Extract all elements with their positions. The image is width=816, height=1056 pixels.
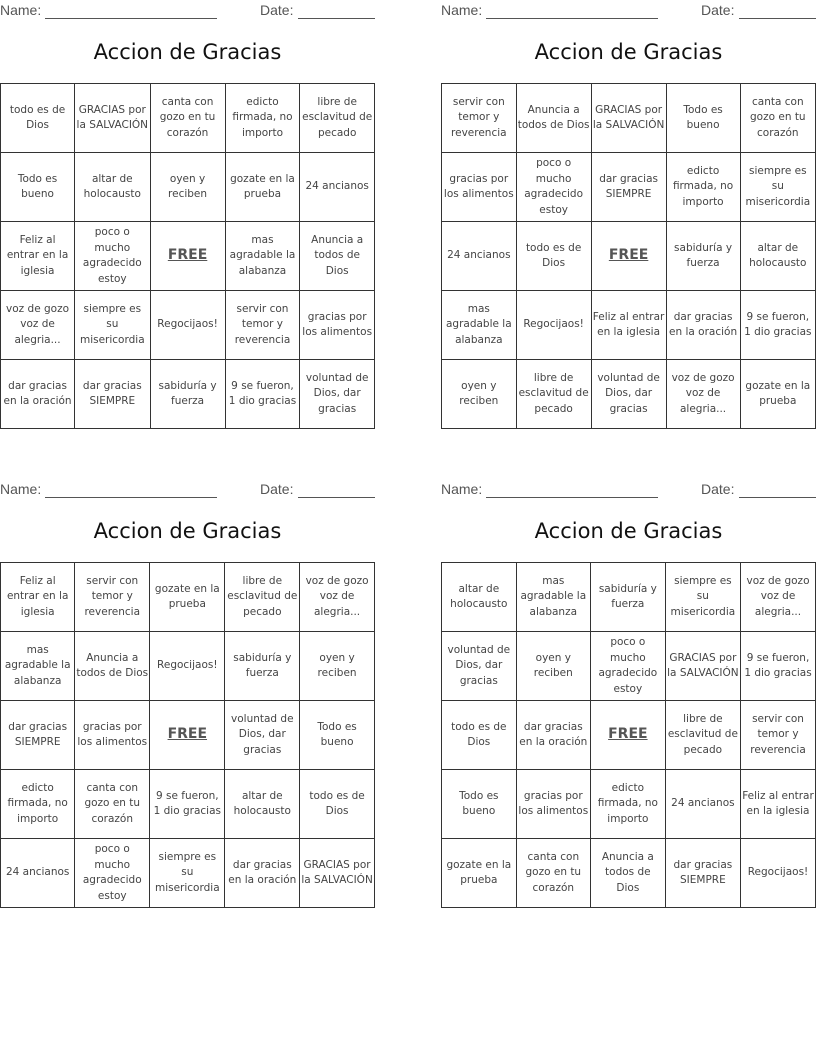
card-title: Accion de Gracias: [534, 40, 723, 64]
bingo-cell: edicto firmada, no importo: [1, 770, 75, 839]
bingo-cell: GRACIAS por la SALVACIÓN: [665, 632, 740, 701]
date-label: Date:: [260, 2, 294, 18]
bingo-cell: voz de gozo voz de alegria...: [1, 291, 75, 360]
card-title: Accion de Gracias: [534, 519, 723, 543]
bingo-cell: gracias por los alimentos: [300, 291, 375, 360]
bingo-cell: Todo es bueno: [300, 701, 375, 770]
bingo-cell: servir con temor y reverencia: [75, 563, 150, 632]
bingo-row: [442, 701, 816, 770]
bingo-row: [1, 770, 375, 839]
bingo-row: [1, 291, 375, 360]
bingo-cell: 9 se fueron, 1 dio gracias: [225, 360, 300, 429]
bingo-cell: mas agradable la alabanza: [442, 291, 517, 360]
bingo-cell: oyen y reciben: [442, 360, 517, 429]
bingo-cell: canta con gozo en tu corazón: [150, 84, 225, 153]
bingo-cell: oyen y reciben: [150, 153, 225, 222]
bingo-cell: altar de holocausto: [740, 222, 815, 291]
bingo-cell: mas agradable la alabanza: [516, 563, 590, 632]
bingo-cell: 24 ancianos: [665, 770, 740, 839]
bingo-cell: oyen y reciben: [516, 632, 590, 701]
bingo-cell: libre de esclavitud de pecado: [516, 360, 591, 429]
bingo-row: [1, 701, 375, 770]
bingo-cell: poco o mucho agradecido estoy: [75, 222, 150, 291]
bingo-cell: siempre es su misericordia: [150, 839, 225, 908]
bingo-cell: gozate en la prueba: [150, 563, 225, 632]
bingo-cell: Todo es bueno: [442, 770, 517, 839]
bingo-cell: gozate en la prueba: [442, 839, 517, 908]
bingo-cell: servir con temor y reverencia: [225, 291, 300, 360]
bingo-row: [1, 632, 375, 701]
bingo-cell: canta con gozo en tu corazón: [516, 839, 590, 908]
date-label: Date:: [701, 2, 735, 18]
bingo-cell: 9 se fueron, 1 dio gracias: [740, 291, 815, 360]
bingo-cell: mas agradable la alabanza: [225, 222, 300, 291]
bingo-cell: todo es de Dios: [442, 701, 517, 770]
bingo-cell: Regocijaos!: [516, 291, 591, 360]
name-date-row: [0, 481, 375, 499]
bingo-cell: Anuncia a todos de Dios: [590, 839, 665, 908]
bingo-cell: voluntad de Dios, dar gracias: [300, 360, 375, 429]
bingo-cell: GRACIAS por la SALVACIÓN: [300, 839, 375, 908]
bingo-cell: edicto firmada, no importo: [225, 84, 300, 153]
bingo-cell: Todo es bueno: [1, 153, 75, 222]
name-date-row: [441, 2, 816, 20]
name-label: Name:: [0, 2, 42, 18]
bingo-cell: gracias por los alimentos: [516, 770, 590, 839]
bingo-cell: Todo es bueno: [666, 84, 740, 153]
date-label: Date:: [260, 481, 294, 497]
bingo-cell: altar de holocausto: [75, 153, 150, 222]
bingo-cell: GRACIAS por la SALVACIÓN: [591, 84, 666, 153]
bingo-row: [442, 770, 816, 839]
bingo-cell: edicto firmada, no importo: [666, 153, 740, 222]
bingo-cell: dar gracias en la oración: [666, 291, 740, 360]
bingo-cell: 24 ancianos: [442, 222, 517, 291]
date-blank-line[interactable]: [739, 18, 816, 19]
bingo-row: [442, 153, 816, 222]
free-space: FREE: [150, 222, 225, 291]
name-blank-line[interactable]: [486, 497, 658, 498]
bingo-cell: sabiduría y fuerza: [150, 360, 225, 429]
bingo-cell: gracias por los alimentos: [75, 701, 150, 770]
name-blank-line[interactable]: [45, 497, 217, 498]
bingo-cell: 9 se fueron, 1 dio gracias: [150, 770, 225, 839]
bingo-cell: 24 ancianos: [1, 839, 75, 908]
name-blank-line[interactable]: [486, 18, 658, 19]
card-title: Accion de Gracias: [93, 519, 282, 543]
name-label: Name:: [0, 481, 42, 497]
bingo-grid: [0, 83, 375, 429]
bingo-cell: mas agradable la alabanza: [1, 632, 75, 701]
bingo-cell: Anuncia a todos de Dios: [300, 222, 375, 291]
bingo-cell: dar gracias en la oración: [1, 360, 75, 429]
bingo-cell: canta con gozo en tu corazón: [740, 84, 815, 153]
bingo-cell: oyen y reciben: [300, 632, 375, 701]
bingo-cell: todo es de Dios: [1, 84, 75, 153]
bingo-cell: poco o mucho agradecido estoy: [516, 153, 591, 222]
bingo-cell: Regocijaos!: [150, 291, 225, 360]
bingo-cell: voluntad de Dios, dar gracias: [225, 701, 300, 770]
bingo-cell: gozate en la prueba: [740, 360, 815, 429]
bingo-cell: sabiduría y fuerza: [590, 563, 665, 632]
bingo-cell: GRACIAS por la SALVACIÓN: [75, 84, 150, 153]
bingo-cell: voluntad de Dios, dar gracias: [442, 632, 517, 701]
date-blank-line[interactable]: [739, 497, 816, 498]
bingo-row: [1, 360, 375, 429]
bingo-row: [442, 84, 816, 153]
bingo-cell: libre de esclavitud de pecado: [665, 701, 740, 770]
bingo-cell: voz de gozo voz de alegria...: [666, 360, 740, 429]
bingo-cell: servir con temor y reverencia: [442, 84, 517, 153]
bingo-cell: altar de holocausto: [225, 770, 300, 839]
bingo-cell: gracias por los alimentos: [442, 153, 517, 222]
bingo-cell: dar gracias SIEMPRE: [75, 360, 150, 429]
bingo-row: [1, 84, 375, 153]
bingo-cell: edicto firmada, no importo: [590, 770, 665, 839]
bingo-cell: altar de holocausto: [442, 563, 517, 632]
date-label: Date:: [701, 481, 735, 497]
bingo-row: [442, 563, 816, 632]
date-blank-line[interactable]: [298, 18, 375, 19]
bingo-cell: Anuncia a todos de Dios: [516, 84, 591, 153]
free-space: FREE: [590, 701, 665, 770]
bingo-cell: 9 se fueron, 1 dio gracias: [741, 632, 816, 701]
bingo-grid: [0, 562, 375, 908]
bingo-cell: todo es de Dios: [300, 770, 375, 839]
name-label: Name:: [441, 481, 483, 497]
bingo-row: [1, 839, 375, 908]
bingo-card: [0, 0, 375, 433]
bingo-cell: Feliz al entrar en la iglesia: [1, 222, 75, 291]
bingo-cell: siempre es su misericordia: [740, 153, 815, 222]
bingo-cell: todo es de Dios: [516, 222, 591, 291]
bingo-row: [442, 632, 816, 701]
bingo-row: [442, 839, 816, 908]
bingo-cell: sabiduría y fuerza: [666, 222, 740, 291]
bingo-cell: dar gracias en la oración: [516, 701, 590, 770]
free-space: FREE: [150, 701, 225, 770]
bingo-cell: dar gracias SIEMPRE: [1, 701, 75, 770]
bingo-cell: dar gracias SIEMPRE: [591, 153, 666, 222]
bingo-cell: siempre es su misericordia: [75, 291, 150, 360]
name-blank-line[interactable]: [45, 18, 217, 19]
bingo-grid: [441, 562, 816, 908]
bingo-cell: Feliz al entrar en la iglesia: [1, 563, 75, 632]
name-label: Name:: [441, 2, 483, 18]
bingo-row: [442, 291, 816, 360]
bingo-cell: libre de esclavitud de pecado: [300, 84, 375, 153]
bingo-cell: Regocijaos!: [741, 839, 816, 908]
bingo-row: [1, 222, 375, 291]
name-date-row: [0, 2, 375, 20]
bingo-cell: dar gracias en la oración: [225, 839, 300, 908]
bingo-cell: canta con gozo en tu corazón: [75, 770, 150, 839]
bingo-cell: Anuncia a todos de Dios: [75, 632, 150, 701]
bingo-cell: Feliz al entrar en la iglesia: [741, 770, 816, 839]
bingo-cell: Feliz al entrar en la iglesia: [591, 291, 666, 360]
bingo-cell: 24 ancianos: [300, 153, 375, 222]
bingo-card: [0, 479, 375, 912]
bingo-cell: poco o mucho agradecido estoy: [590, 632, 665, 701]
bingo-row: [442, 222, 816, 291]
bingo-cell: libre de esclavitud de pecado: [225, 563, 300, 632]
bingo-card: [441, 479, 816, 912]
free-space: FREE: [591, 222, 666, 291]
name-date-row: [441, 481, 816, 499]
bingo-cell: gozate en la prueba: [225, 153, 300, 222]
date-blank-line[interactable]: [298, 497, 375, 498]
card-title: Accion de Gracias: [93, 40, 282, 64]
bingo-cell: voluntad de Dios, dar gracias: [591, 360, 666, 429]
bingo-cell: siempre es su misericordia: [665, 563, 740, 632]
bingo-cell: dar gracias SIEMPRE: [665, 839, 740, 908]
bingo-grid: [441, 83, 816, 429]
bingo-cell: sabiduría y fuerza: [225, 632, 300, 701]
bingo-row: [442, 360, 816, 429]
bingo-cell: servir con temor y reverencia: [741, 701, 816, 770]
bingo-cell: voz de gozo voz de alegria...: [300, 563, 375, 632]
bingo-cell: voz de gozo voz de alegria...: [741, 563, 816, 632]
bingo-row: [1, 563, 375, 632]
bingo-row: [1, 153, 375, 222]
bingo-cell: poco o mucho agradecido estoy: [75, 839, 150, 908]
bingo-card: [441, 0, 816, 433]
bingo-cell: Regocijaos!: [150, 632, 225, 701]
